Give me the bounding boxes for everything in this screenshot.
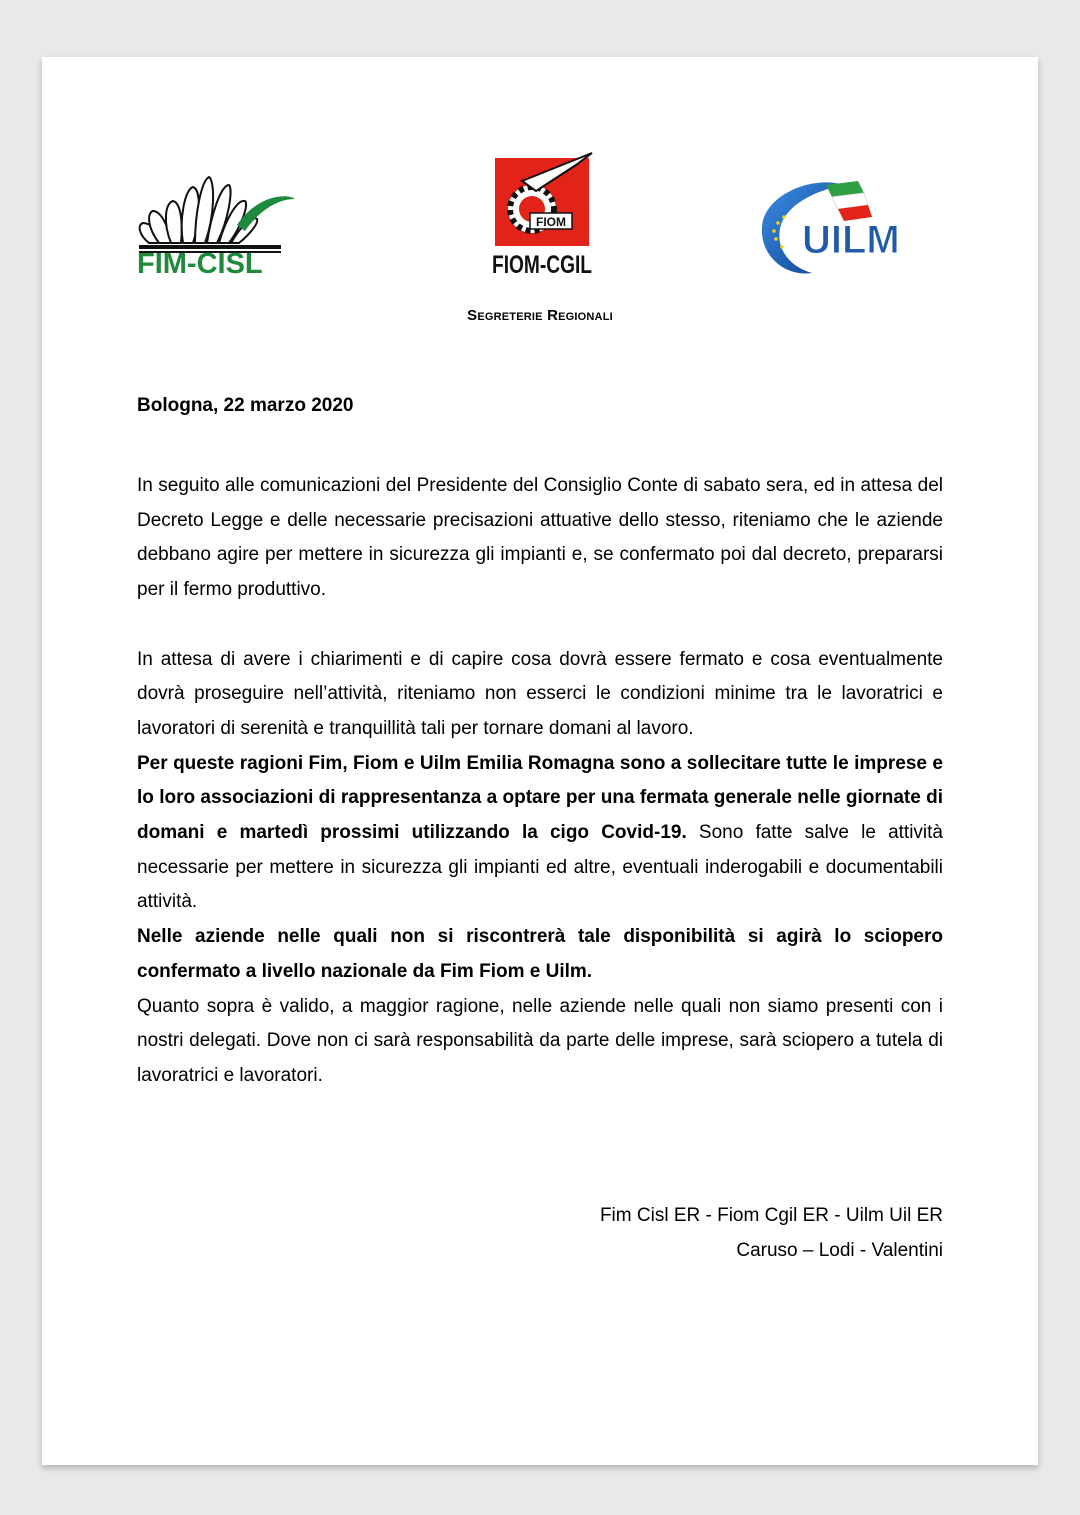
paragraph-1: In seguito alle comunicazioni del Presidente del Consiglio Conte di sabato sera, ed in attesa del Decreto Legge e delle necessarie precisazioni attuative dello stesso, riteniamo che le aziende debbano agire per mettere in sicurezza gli impianti e, se confermato poi dal decreto, prepararsi per il fermo produttivo. [137,475,943,601]
signature-organizations: Fim Cisl ER - Fiom Cgil ER - Uilm Uil ER [599,1205,943,1226]
heading-text: Segreterie Regionali [467,307,613,324]
paragraph-3 [137,747,943,921]
paragraph-spacer [137,608,943,643]
signature-block [600,1199,943,1268]
fim-cisl-logo [137,165,297,280]
uilm-logo [754,177,919,277]
paragraph-2: In attesa di avere i chiarimenti e di capire cosa dovrà essere fermato e cosa eventualmente dovrà proseguire nell’attività, riteniamo non esserci le condizioni minime tra le lavoratrici e lavoratori di serenità e tranquillità tali per tornare domani al lavoro. [137,648,943,739]
fim-cisl-logo-text: FIM-CISL [137,248,263,280]
fiom-badge-text: FIOM [536,215,566,229]
document-date: Bologna, 22 marzo 2020 [137,395,354,416]
document-heading [42,307,1038,324]
document-body [137,469,943,1094]
paragraph-3-normal: Sono fatte salve le attività necessarie per mettere in sicurezza gli impianti ed altre, eventuali inderogabili e documentabili attività. [137,822,943,913]
paragraph-4: Nelle aziende nelle quali non si riscontrerà tale disponibilità si agirà lo sciopero confermato a livello nazionale da Fim Fiom e Uilm. [137,926,943,982]
fiom-cgil-logo-text: FIOM-CGIL [492,251,592,279]
signature-names: Caruso – Lodi - Valentini [736,1239,943,1261]
fiom-cgil-logo [492,151,600,279]
paragraph-5: Quanto sopra è valido, a maggior ragione, nelle aziende nelle quali non siamo presenti con i nostri delegati. Dove non ci sarà responsabilità da parte delle imprese, sarà sciopero a tutela di lavoratrici e lavoratori. [137,995,943,1086]
document-page [42,57,1038,1465]
uilm-logo-text: UILM [802,218,900,262]
paragraph-3-bold: Per queste ragioni Fim, Fiom e Uilm Emilia Romagna sono a sollecitare tutte le imprese e lo loro associazioni di rappresentanza a optare per una fermata generale nelle giornate di domani e martedì prossimi utilizzando la cigo Covid-19. [137,752,943,844]
